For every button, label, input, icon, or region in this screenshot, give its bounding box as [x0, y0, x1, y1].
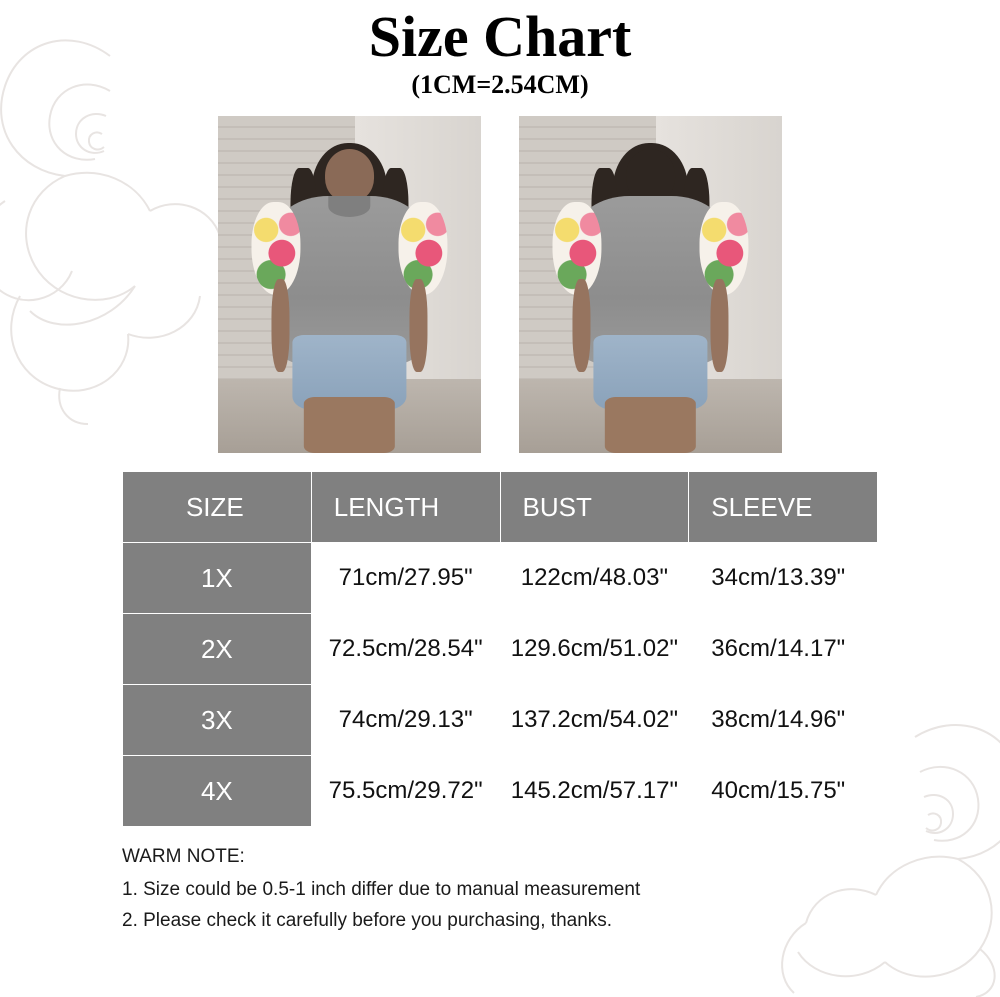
table-row: [123, 543, 878, 614]
warm-note-item: 1. Size could be 0.5-1 inch differ due to manual measurement: [122, 879, 641, 900]
page-subtitle: (1CM=2.54CM): [411, 70, 589, 99]
table-row: [123, 685, 878, 756]
cell-bust: 122cm/48.03": [500, 543, 689, 614]
cell-bust: 145.2cm/57.17": [500, 756, 689, 827]
table-row: [123, 614, 878, 685]
cell-sleeve: 38cm/14.96": [689, 685, 878, 756]
cell-length: 72.5cm/28.54": [311, 614, 500, 685]
cell-bust: 129.6cm/51.02": [500, 614, 689, 685]
cell-size: 4X: [123, 756, 312, 827]
product-photos: [0, 116, 1000, 453]
size-table: [122, 471, 878, 827]
cell-length: 71cm/27.95": [311, 543, 500, 614]
size-chart-page: [0, 6, 1000, 967]
warm-note-title: WARM NOTE:: [122, 846, 245, 867]
cell-bust: 137.2cm/54.02": [500, 685, 689, 756]
cell-size: 3X: [123, 685, 312, 756]
table-row: [123, 756, 878, 827]
cell-sleeve: 36cm/14.17": [689, 614, 878, 685]
column-header-length: LENGTH: [311, 472, 500, 543]
warm-note-section: [122, 841, 878, 936]
cell-length: 74cm/29.13": [311, 685, 500, 756]
cell-sleeve: 40cm/15.75": [689, 756, 878, 827]
cell-size: 2X: [123, 614, 312, 685]
cell-size: 1X: [123, 543, 312, 614]
column-header-sleeve: SLEEVE: [689, 472, 878, 543]
column-header-size: SIZE: [123, 472, 312, 543]
size-table-container: [122, 471, 878, 827]
table-header-row: [123, 472, 878, 543]
product-photo-back: [519, 116, 782, 453]
cell-length: 75.5cm/29.72": [311, 756, 500, 827]
warm-note-item: 2. Please check it carefully before you purchasing, thanks.: [122, 910, 613, 931]
product-photo-front: [218, 116, 481, 453]
cell-sleeve: 34cm/13.39": [689, 543, 878, 614]
column-header-bust: BUST: [500, 472, 689, 543]
page-title: Size Chart: [368, 4, 632, 69]
